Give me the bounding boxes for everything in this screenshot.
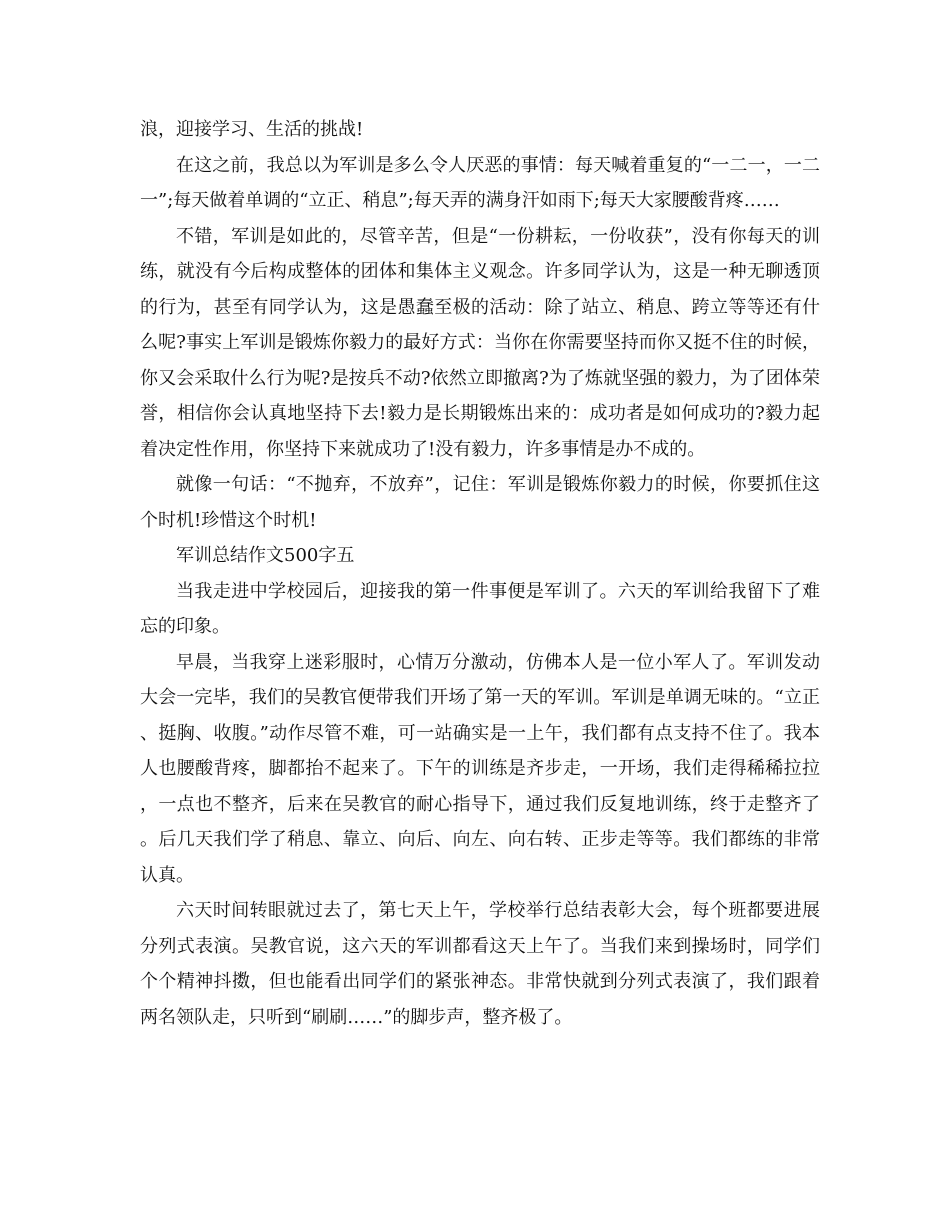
paragraph-entering-school: 当我走进中学校园后，迎接我的第一件事便是军训了。六天的军训给我留下了难忘的印象。 <box>140 580 820 637</box>
paragraph-final-parade: 六天时间转眼就过去了，第七天上午，学校举行总结表彰大会，每个班都要进展分列式表演。吴教官说，这六天的军训都看这天上午了。当我们来到操场时，同学们个个精神抖擞，但也能看出同学们的紧张神态。非常快就到分列式表演了，我们跟着两名领队走，只听到“刷刷……”的脚步声，整齐极了。 <box>140 900 820 1028</box>
paragraph-continuation: 浪，迎接学习、生活的挑战! <box>140 119 364 140</box>
section-heading: 军训总结作文500字五 <box>176 545 355 566</box>
paragraph-first-day: 早晨，当我穿上迷彩服时，心情万分激动，仿佛本人是一位小军人了。军训发动大会一完毕，我们的吴教官便带我们开场了第一天的军训。军训是单调无味的。“立正、挺胸、收腹。”动作尽管不难，可一站确实是一上午，我们都有点支持不住了。我本人也腰酸背疼，脚都抬不起来了。下午的训练是齐步走，一开场，我们走得稀稀拉拉，一点也不整齐，后来在吴教官的耐心指导下，通过我们反复地训练，终于走整齐了。后几天我们学了稍息、靠立、向后、向左、向右转、正步走等等。我们都练的非常认真。 <box>140 651 820 886</box>
document-body <box>140 112 820 1035</box>
paragraph-perseverance: 不错，军训是如此的，尽管辛苦，但是“一份耕耘，一份收获”，没有你每天的训练，就没有今后构成整体的团体和集体主义观念。许多同学认为，这是一种无聊透顶的行为，甚至有同学认为，这是愚蠢至极的活动：除了站立、稍息、跨立等等还有什么呢?事实上军训是锻炼你毅力的最好方式：当你在你需要坚持而你又挺不住的时候，你又会采取什么行为呢?是按兵不动?依然立即撤离?为了炼就坚强的毅力，为了团体荣誉，相信你会认真地坚持下去!毅力是长期锻炼出来的：成功者是如何成功的?毅力起着决定性作用，你坚持下来就成功了!没有毅力，许多事情是办不成的。 <box>140 225 820 460</box>
paragraph-before-training: 在这之前，我总以为军训是多么令人厌恶的事情：每天喊着重复的“一二一，一二一”;每天做着单调的“立正、稍息”;每天弄的满身汗如雨下;每天大家腰酸背疼…… <box>140 154 820 211</box>
paragraph-never-give-up: 就像一句话：“不抛弃，不放弃”，记住：军训是锻炼你毅力的时候，你要抓住这个时机!珍惜这个时机! <box>140 474 820 531</box>
